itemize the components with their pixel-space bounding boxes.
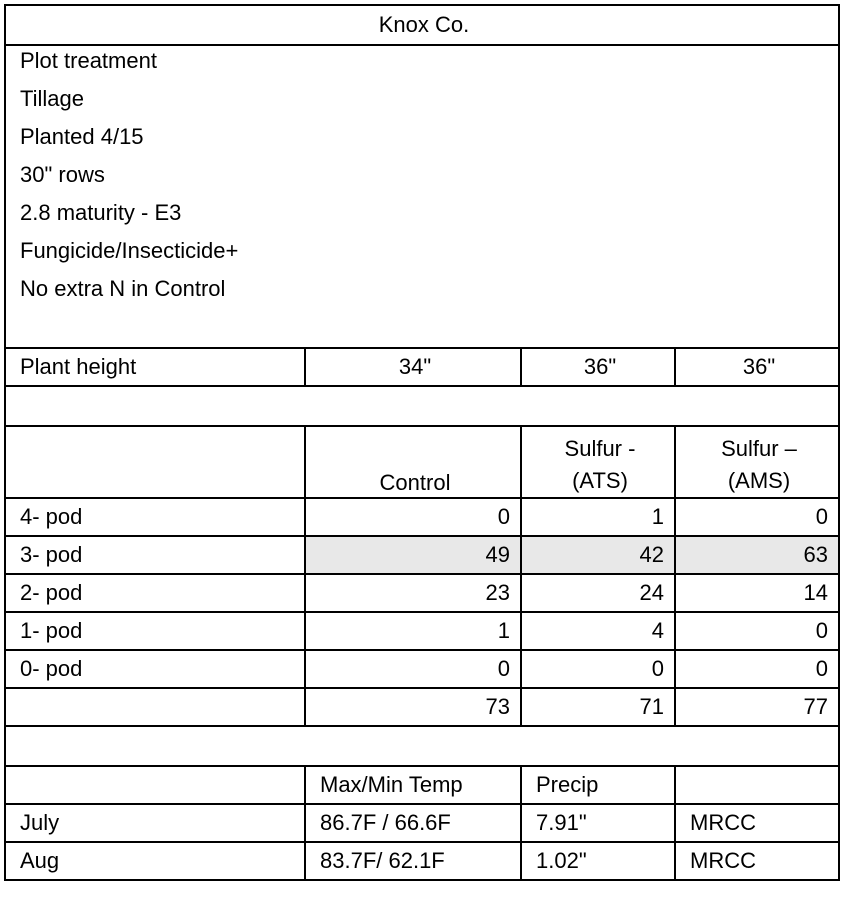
note-line: Fungicide/Insecticide+ (20, 238, 239, 263)
header-ats (521, 426, 675, 498)
pod-ats: 4 (521, 612, 675, 650)
pod-ams: 0 (675, 612, 839, 650)
note-line: Plot treatment (20, 48, 157, 73)
spacer-row (5, 726, 839, 766)
pod-ats: 42 (521, 536, 675, 574)
total-ats: 71 (521, 688, 675, 726)
weather-header-row (5, 766, 839, 804)
pod-row (5, 650, 839, 688)
treatment-header-row (5, 426, 839, 498)
pod-label: 1- pod (5, 612, 305, 650)
spacer-row (5, 386, 839, 426)
weather-source: MRCC (675, 842, 839, 880)
note-line: 2.8 maturity - E3 (20, 200, 182, 225)
plant-height-label: Plant height (5, 348, 305, 386)
totals-empty-cell (5, 688, 305, 726)
weather-row (5, 804, 839, 842)
total-control: 73 (305, 688, 521, 726)
note-line: No extra N in Control (20, 276, 226, 301)
header-ats-line1: Sulfur - (564, 436, 636, 461)
pod-label: 4- pod (5, 498, 305, 536)
sheet-title: Knox Co. (5, 5, 839, 45)
header-ams (675, 426, 839, 498)
plant-height-ats: 36" (521, 348, 675, 386)
header-control: Control (305, 426, 521, 498)
spacer-cell (5, 386, 839, 426)
pod-control: 1 (305, 612, 521, 650)
note-line: Tillage (20, 86, 84, 111)
weather-header-precip: Precip (521, 766, 675, 804)
pod-label: 0- pod (5, 650, 305, 688)
header-ams-line1: Sulfur – (721, 436, 797, 461)
weather-row (5, 842, 839, 880)
trial-results-table (4, 4, 840, 881)
note-line: 30" rows (20, 162, 105, 187)
pod-control: 23 (305, 574, 521, 612)
header-empty-cell (5, 426, 305, 498)
pod-row (5, 498, 839, 536)
weather-source: MRCC (675, 804, 839, 842)
total-ams: 77 (675, 688, 839, 726)
totals-row (5, 688, 839, 726)
weather-precip: 1.02" (521, 842, 675, 880)
header-ams-line2: (AMS) (727, 468, 791, 493)
pod-control: 0 (305, 650, 521, 688)
pod-control: 0 (305, 498, 521, 536)
pod-row (5, 612, 839, 650)
weather-header-empty (5, 766, 305, 804)
weather-temp: 83.7F/ 62.1F (305, 842, 521, 880)
weather-temp: 86.7F / 66.6F (305, 804, 521, 842)
spacer-cell (5, 726, 839, 766)
pod-ats: 1 (521, 498, 675, 536)
header-ats-line2: (ATS) (572, 468, 628, 493)
notes-row (5, 45, 839, 348)
pod-row-highlighted (5, 536, 839, 574)
pod-ats: 24 (521, 574, 675, 612)
plant-height-ams: 36" (675, 348, 839, 386)
pod-row (5, 574, 839, 612)
pod-label: 3- pod (5, 536, 305, 574)
pod-ams: 0 (675, 650, 839, 688)
weather-precip: 7.91" (521, 804, 675, 842)
weather-month: Aug (5, 842, 305, 880)
plant-height-control: 34" (305, 348, 521, 386)
title-row (5, 5, 839, 45)
weather-month: July (5, 804, 305, 842)
pod-label: 2- pod (5, 574, 305, 612)
pod-ats: 0 (521, 650, 675, 688)
note-line: Planted 4/15 (20, 124, 144, 149)
pod-ams: 63 (675, 536, 839, 574)
notes-cell (5, 45, 839, 348)
pod-ams: 0 (675, 498, 839, 536)
pod-control: 49 (305, 536, 521, 574)
weather-header-source-empty (675, 766, 839, 804)
pod-ams: 14 (675, 574, 839, 612)
weather-header-temp: Max/Min Temp (305, 766, 521, 804)
plant-height-row (5, 348, 839, 386)
